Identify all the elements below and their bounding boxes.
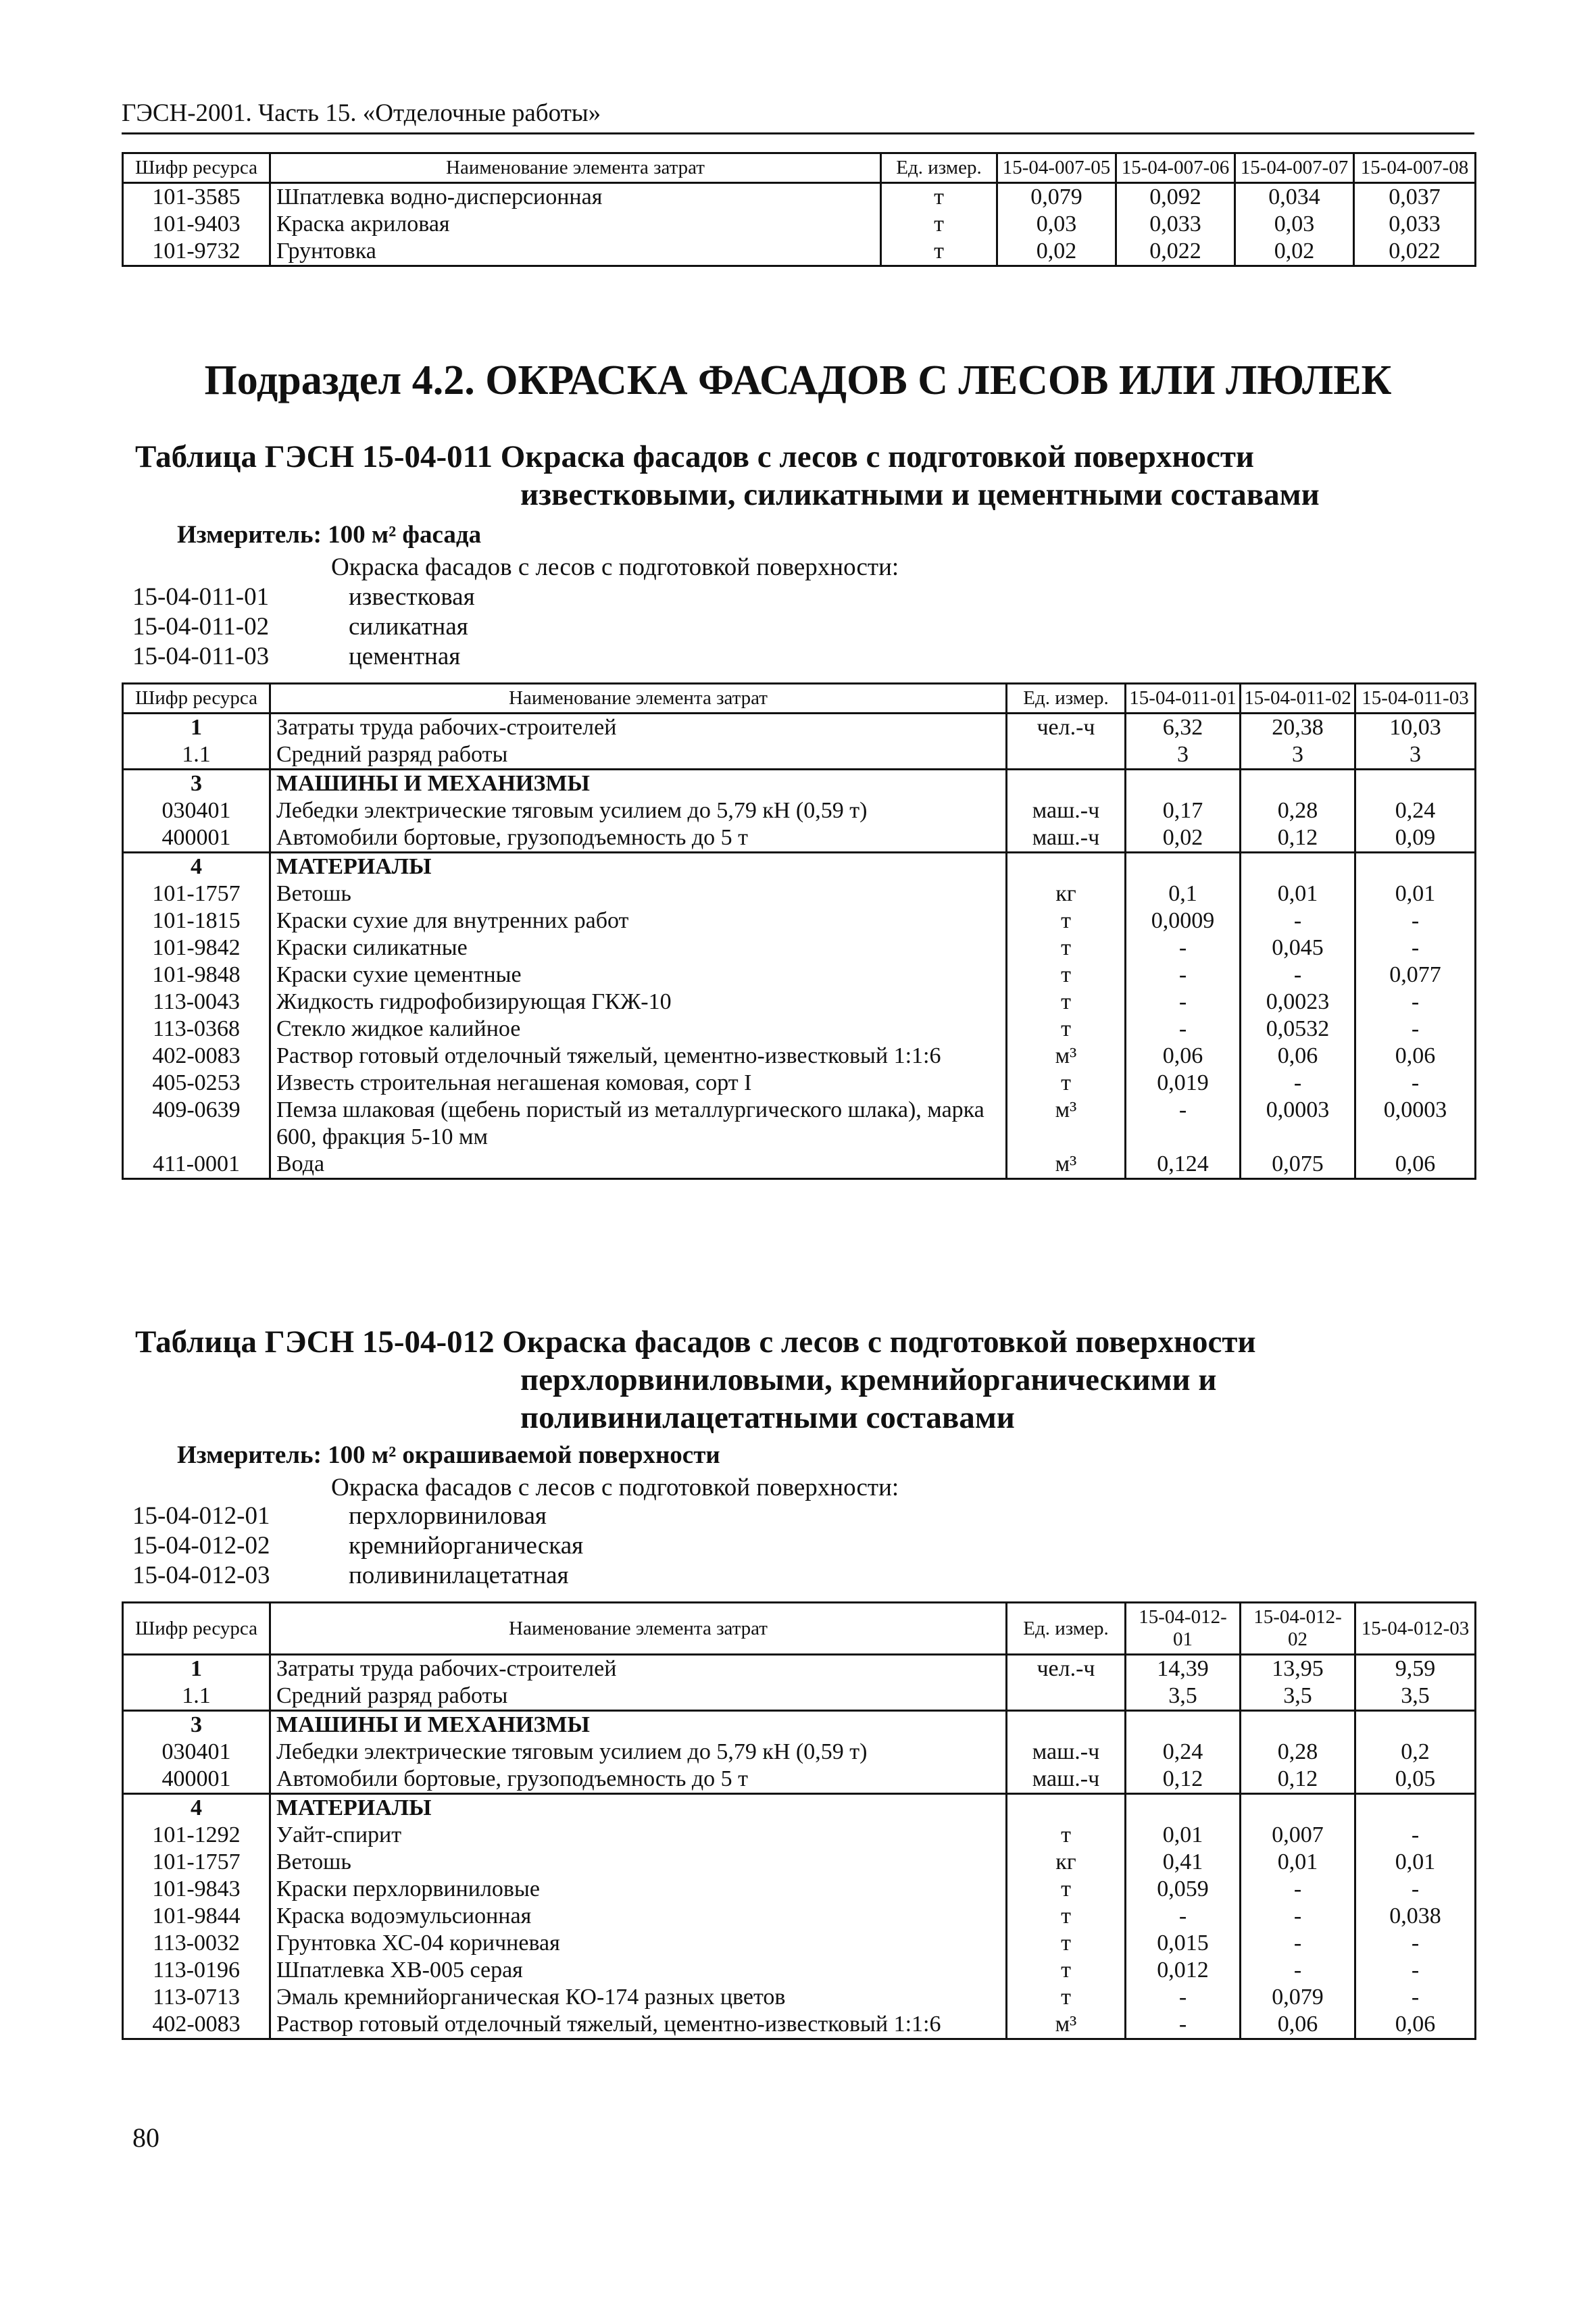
- unit-cell: т: [1007, 1930, 1126, 1957]
- value-cell: -: [1355, 1984, 1476, 2011]
- value-cell: 3,5: [1126, 1683, 1241, 1711]
- value-cell: 0,059: [1126, 1876, 1241, 1903]
- resource-name: Раствор готовый отделочный тяжелый, цементно-известковый 1:1:6: [270, 1043, 1007, 1070]
- value-cell: 0,28: [1241, 1739, 1355, 1766]
- value-cell: 0,03: [1235, 211, 1354, 238]
- value-cell: [1355, 770, 1476, 798]
- resource-name: Средний разряд работы: [270, 741, 1007, 770]
- resource-code: 101-1757: [123, 880, 270, 907]
- col-header-code: Шифр ресурса: [123, 1603, 270, 1655]
- table-header-row: [123, 153, 1476, 183]
- section-row: [123, 853, 1476, 881]
- table-title: [135, 1323, 1256, 1437]
- table-row: [123, 1070, 1476, 1097]
- value-cell: 0,012: [1126, 1957, 1241, 1984]
- value-cell: 10,03: [1355, 714, 1476, 742]
- table-15-04-012: [122, 1601, 1476, 2040]
- unit-cell: [1007, 1683, 1126, 1711]
- section-code: 3: [123, 770, 270, 798]
- unit-cell: т: [1007, 1957, 1126, 1984]
- section-row: [123, 1794, 1476, 1822]
- table-title-line: поливинилацетатными составами: [520, 1400, 1015, 1435]
- value-cell: [1126, 853, 1241, 881]
- value-cell: 20,38: [1241, 714, 1355, 742]
- resource-name: Грунтовка ХС-04 коричневая: [270, 1930, 1007, 1957]
- value-cell: 9,59: [1355, 1655, 1476, 1683]
- value-cell: 0,0003: [1355, 1097, 1476, 1151]
- value-cell: -: [1355, 1930, 1476, 1957]
- table-row: [123, 1097, 1476, 1151]
- unit-cell: м³: [1007, 1043, 1126, 1070]
- resource-name: Лебедки электрические тяговым усилием до 5,79 кН (0,59 т): [270, 1739, 1007, 1766]
- value-cell: 0,092: [1116, 183, 1235, 211]
- value-cell: 0,045: [1241, 935, 1355, 962]
- variant-name: кремнийорганическая: [349, 1532, 584, 1560]
- resource-code: 113-0713: [123, 1984, 270, 2011]
- resource-code: 101-9403: [123, 211, 270, 238]
- variant-code: 15-04-011-03: [132, 643, 270, 670]
- resource-name: Шпатлевка ХВ-005 серая: [270, 1957, 1007, 1984]
- resource-code: 113-0368: [123, 1016, 270, 1043]
- value-cell: -: [1241, 1930, 1355, 1957]
- resource-code: 101-9848: [123, 962, 270, 989]
- value-cell: [1126, 1794, 1241, 1822]
- variant-code: 15-04-012-02: [132, 1532, 270, 1560]
- value-cell: 0,41: [1126, 1849, 1241, 1876]
- resource-name: Пемза шлаковая (щебень пористый из металлургического шлака), марка 600, фракция 5-10 мм: [270, 1097, 1007, 1151]
- table-header-row: [123, 1603, 1476, 1655]
- value-cell: 0,038: [1355, 1903, 1476, 1930]
- table-continuation: [122, 152, 1476, 267]
- variant-line: [132, 582, 475, 612]
- resource-name: Ветошь: [270, 1849, 1007, 1876]
- value-cell: 0,12: [1241, 824, 1355, 853]
- table-row: [123, 183, 1476, 211]
- unit-cell: т: [881, 238, 997, 266]
- variants-intro: Окраска фасадов с лесов с подготовкой поверхности:: [331, 553, 899, 581]
- value-cell: 0,02: [997, 238, 1116, 266]
- value-cell: 0,01: [1355, 880, 1476, 907]
- table-title-line: Таблица ГЭСН 15-04-011 Окраска фасадов с лесов с подготовкой поверхности: [135, 439, 1254, 474]
- unit-cell: маш.-ч: [1007, 1739, 1126, 1766]
- unit-cell: маш.-ч: [1007, 797, 1126, 824]
- resource-name: Краски перхлорвиниловые: [270, 1876, 1007, 1903]
- value-cell: -: [1241, 907, 1355, 935]
- table-row: [123, 1930, 1476, 1957]
- value-cell: 3,5: [1241, 1683, 1355, 1711]
- value-cell: 0,17: [1126, 797, 1241, 824]
- variant-line: [132, 1501, 547, 1530]
- table-row: [123, 1683, 1476, 1711]
- variant-line: [132, 642, 460, 671]
- value-cell: -: [1355, 935, 1476, 962]
- table-row: [123, 962, 1476, 989]
- value-cell: -: [1355, 907, 1476, 935]
- col-header-variant: 15-04-007-07: [1235, 153, 1354, 183]
- resource-name: Краски сухие цементные: [270, 962, 1007, 989]
- unit-cell: [1007, 853, 1126, 881]
- value-cell: 14,39: [1126, 1655, 1241, 1683]
- row-group: [123, 1655, 1476, 1711]
- resource-code: 030401: [123, 797, 270, 824]
- value-cell: 0,022: [1354, 238, 1476, 266]
- unit-cell: м³: [1007, 2011, 1126, 2039]
- table-row: [123, 714, 1476, 742]
- unit-cell: чел.-ч: [1007, 1655, 1126, 1683]
- unit-cell: т: [1007, 1984, 1126, 2011]
- resource-code: 1.1: [123, 1683, 270, 1711]
- value-cell: -: [1241, 962, 1355, 989]
- value-cell: [1241, 1794, 1355, 1822]
- table-row: [123, 1739, 1476, 1766]
- value-cell: 6,32: [1126, 714, 1241, 742]
- table-row: [123, 880, 1476, 907]
- value-cell: 0,079: [997, 183, 1116, 211]
- value-cell: 3: [1126, 741, 1241, 770]
- unit-cell: [1007, 770, 1126, 798]
- table-row: [123, 1766, 1476, 1794]
- resource-code: 101-9843: [123, 1876, 270, 1903]
- unit-cell: кг: [1007, 880, 1126, 907]
- value-cell: 0,06: [1241, 1043, 1355, 1070]
- table-row: [123, 1957, 1476, 1984]
- table-row: [123, 935, 1476, 962]
- col-header-variant: 15-04-007-05: [997, 153, 1116, 183]
- resource-code: 101-1815: [123, 907, 270, 935]
- table-title-line: известковыми, силикатными и цементными составами: [520, 477, 1320, 512]
- value-cell: [1355, 1711, 1476, 1739]
- value-cell: 0,01: [1241, 880, 1355, 907]
- row-group: [123, 770, 1476, 853]
- value-cell: 0,079: [1241, 1984, 1355, 2011]
- unit-cell: т: [1007, 989, 1126, 1016]
- value-cell: -: [1126, 2011, 1241, 2039]
- value-cell: 0,01: [1241, 1849, 1355, 1876]
- section-title: МАТЕРИАЛЫ: [270, 853, 1007, 881]
- header-rule: [122, 132, 1474, 134]
- value-cell: 3,5: [1355, 1683, 1476, 1711]
- running-header: ГЭСН-2001. Часть 15. «Отделочные работы»: [122, 99, 601, 127]
- variant-code: 15-04-011-02: [132, 613, 270, 641]
- table-row: [123, 1903, 1476, 1930]
- value-cell: [1355, 853, 1476, 881]
- value-cell: 0,077: [1355, 962, 1476, 989]
- resource-name: Шпатлевка водно-дисперсионная: [270, 183, 881, 211]
- value-cell: [1355, 1794, 1476, 1822]
- table-row: [123, 907, 1476, 935]
- resource-code: 101-1757: [123, 1849, 270, 1876]
- resource-code: 402-0083: [123, 2011, 270, 2039]
- variant-name: силикатная: [349, 613, 468, 641]
- value-cell: 0,019: [1126, 1070, 1241, 1097]
- value-cell: 0,06: [1355, 1151, 1476, 1179]
- resource-name: Лебедки электрические тяговым усилием до 5,79 кН (0,59 т): [270, 797, 1007, 824]
- unit-cell: [1007, 1711, 1126, 1739]
- measure-unit: Измеритель: 100 м² фасада: [177, 521, 482, 549]
- resource-name: Вода: [270, 1151, 1007, 1179]
- col-header-code: Шифр ресурса: [123, 153, 270, 183]
- value-cell: 0,022: [1116, 238, 1235, 266]
- resource-code: 1: [123, 714, 270, 742]
- value-cell: -: [1355, 989, 1476, 1016]
- resource-name: Средний разряд работы: [270, 1683, 1007, 1711]
- table-row: [123, 1151, 1476, 1179]
- value-cell: 0,12: [1126, 1766, 1241, 1794]
- page-number: 80: [132, 2122, 159, 2153]
- value-cell: 0,09: [1355, 824, 1476, 853]
- table-title-line: перхлорвиниловыми, кремнийорганическими и: [520, 1362, 1217, 1397]
- value-cell: 0,0009: [1126, 907, 1241, 935]
- table-row: [123, 741, 1476, 770]
- value-cell: -: [1126, 1016, 1241, 1043]
- variant-line: [132, 1561, 569, 1590]
- unit-cell: маш.-ч: [1007, 824, 1126, 853]
- section-row: [123, 770, 1476, 798]
- col-header-variant: 15-04-011-02: [1241, 684, 1355, 714]
- unit-cell: т: [1007, 1016, 1126, 1043]
- value-cell: 3: [1355, 741, 1476, 770]
- table-row: [123, 211, 1476, 238]
- resource-name: Известь строительная негашеная комовая, сорт I: [270, 1070, 1007, 1097]
- resource-name: Грунтовка: [270, 238, 881, 266]
- row-group: [123, 1794, 1476, 2039]
- value-cell: 0,015: [1126, 1930, 1241, 1957]
- resource-name: Эмаль кремнийорганическая КО-174 разных цветов: [270, 1984, 1007, 2011]
- value-cell: -: [1355, 1822, 1476, 1849]
- col-header-variant: 15-04-011-01: [1126, 684, 1241, 714]
- variant-line: [132, 612, 468, 641]
- value-cell: 0,06: [1126, 1043, 1241, 1070]
- resource-name: Уайт-спирит: [270, 1822, 1007, 1849]
- variant-code: 15-04-012-01: [132, 1502, 270, 1530]
- unit-cell: [1007, 1794, 1126, 1822]
- table-title-line: Таблица ГЭСН 15-04-012 Окраска фасадов с лесов с подготовкой поверхности: [135, 1324, 1256, 1360]
- unit-cell: т: [1007, 1903, 1126, 1930]
- value-cell: 3: [1241, 741, 1355, 770]
- resource-name: Автомобили бортовые, грузоподъемность до 5 т: [270, 824, 1007, 853]
- value-cell: 0,075: [1241, 1151, 1355, 1179]
- value-cell: -: [1126, 1097, 1241, 1151]
- value-cell: [1241, 770, 1355, 798]
- value-cell: -: [1241, 1957, 1355, 1984]
- value-cell: 0,033: [1116, 211, 1235, 238]
- table-row: [123, 989, 1476, 1016]
- table-title: [135, 438, 1320, 514]
- resource-code: 101-1292: [123, 1822, 270, 1849]
- value-cell: 0,28: [1241, 797, 1355, 824]
- unit-cell: кг: [1007, 1849, 1126, 1876]
- section-title: МАТЕРИАЛЫ: [270, 1794, 1007, 1822]
- variant-line: [132, 1531, 583, 1560]
- unit-cell: т: [1007, 1876, 1126, 1903]
- section-row: [123, 1711, 1476, 1739]
- table-row: [123, 1849, 1476, 1876]
- value-cell: -: [1126, 989, 1241, 1016]
- col-header-unit: Ед. измер.: [881, 153, 997, 183]
- table-row: [123, 238, 1476, 266]
- unit-cell: чел.-ч: [1007, 714, 1126, 742]
- resource-code: 405-0253: [123, 1070, 270, 1097]
- value-cell: -: [1355, 1016, 1476, 1043]
- unit-cell: т: [881, 183, 997, 211]
- value-cell: 0,03: [997, 211, 1116, 238]
- value-cell: 0,0023: [1241, 989, 1355, 1016]
- resource-code: 1: [123, 1655, 270, 1683]
- col-header-variant: 15-04-012-03: [1355, 1603, 1476, 1655]
- col-header-variant: 15-04-012-02: [1241, 1603, 1355, 1655]
- value-cell: 0,034: [1235, 183, 1354, 211]
- resource-name: Автомобили бортовые, грузоподъемность до 5 т: [270, 1766, 1007, 1794]
- value-cell: 0,05: [1355, 1766, 1476, 1794]
- value-cell: 0,037: [1354, 183, 1476, 211]
- value-cell: 0,1: [1126, 880, 1241, 907]
- resource-code: 101-9732: [123, 238, 270, 266]
- value-cell: -: [1126, 962, 1241, 989]
- table-row: [123, 1655, 1476, 1683]
- value-cell: 0,2: [1355, 1739, 1476, 1766]
- row-group: [123, 853, 1476, 1179]
- variant-name: цементная: [349, 643, 461, 670]
- unit-cell: маш.-ч: [1007, 1766, 1126, 1794]
- resource-name: Краска водоэмульсионная: [270, 1903, 1007, 1930]
- table-row: [123, 797, 1476, 824]
- section-title: МАШИНЫ И МЕХАНИЗМЫ: [270, 770, 1007, 798]
- table-row: [123, 1043, 1476, 1070]
- resource-code: 1.1: [123, 741, 270, 770]
- table-row: [123, 1016, 1476, 1043]
- value-cell: -: [1241, 1070, 1355, 1097]
- unit-cell: т: [1007, 1070, 1126, 1097]
- unit-cell: т: [1007, 935, 1126, 962]
- resource-code: 101-3585: [123, 183, 270, 211]
- value-cell: -: [1126, 1903, 1241, 1930]
- resource-code: 113-0032: [123, 1930, 270, 1957]
- resource-name: Краски силикатные: [270, 935, 1007, 962]
- section-code: 4: [123, 1794, 270, 1822]
- variant-name: известковая: [349, 583, 475, 611]
- resource-code: 411-0001: [123, 1151, 270, 1179]
- table-15-04-011: [122, 682, 1476, 1180]
- section-code: 4: [123, 853, 270, 881]
- unit-cell: т: [881, 211, 997, 238]
- value-cell: [1241, 853, 1355, 881]
- resource-code: 101-9842: [123, 935, 270, 962]
- value-cell: -: [1355, 1957, 1476, 1984]
- unit-cell: м³: [1007, 1097, 1126, 1151]
- col-header-name: Наименование элемента затрат: [270, 1603, 1007, 1655]
- col-header-unit: Ед. измер.: [1007, 684, 1126, 714]
- resource-code: 113-0043: [123, 989, 270, 1016]
- table-row: [123, 824, 1476, 853]
- resource-code: 402-0083: [123, 1043, 270, 1070]
- resource-name: Жидкость гидрофобизирующая ГКЖ-10: [270, 989, 1007, 1016]
- resource-code: 400001: [123, 1766, 270, 1794]
- resource-name: Затраты труда рабочих-строителей: [270, 1655, 1007, 1683]
- value-cell: -: [1241, 1903, 1355, 1930]
- col-header-name: Наименование элемента затрат: [270, 684, 1007, 714]
- value-cell: 13,95: [1241, 1655, 1355, 1683]
- subsection-title: Подраздел 4.2. ОКРАСКА ФАСАДОВ С ЛЕСОВ ИЛИ ЛЮЛЕК: [204, 357, 1392, 403]
- value-cell: 0,01: [1126, 1822, 1241, 1849]
- value-cell: [1126, 1711, 1241, 1739]
- col-header-variant: 15-04-007-08: [1354, 153, 1476, 183]
- resource-code: 113-0196: [123, 1957, 270, 1984]
- resource-name: Краски сухие для внутренних работ: [270, 907, 1007, 935]
- table-row: [123, 1984, 1476, 2011]
- resource-name: Ветошь: [270, 880, 1007, 907]
- value-cell: -: [1355, 1876, 1476, 1903]
- col-header-code: Шифр ресурса: [123, 684, 270, 714]
- value-cell: 0,124: [1126, 1151, 1241, 1179]
- unit-cell: т: [1007, 962, 1126, 989]
- resource-code: 101-9844: [123, 1903, 270, 1930]
- value-cell: [1126, 770, 1241, 798]
- col-header-variant: 15-04-011-03: [1355, 684, 1476, 714]
- resource-name: Краска акриловая: [270, 211, 881, 238]
- variant-code: 15-04-011-01: [132, 583, 270, 611]
- value-cell: 0,02: [1126, 824, 1241, 853]
- value-cell: 0,01: [1355, 1849, 1476, 1876]
- table-row: [123, 2011, 1476, 2039]
- value-cell: 0,06: [1241, 2011, 1355, 2039]
- table-header-row: [123, 684, 1476, 714]
- variant-name: поливинилацетатная: [349, 1562, 569, 1589]
- section-code: 3: [123, 1711, 270, 1739]
- row-group: [123, 714, 1476, 770]
- value-cell: 0,24: [1126, 1739, 1241, 1766]
- value-cell: 0,02: [1235, 238, 1354, 266]
- table-row: [123, 1876, 1476, 1903]
- value-cell: 0,033: [1354, 211, 1476, 238]
- resource-name: Затраты труда рабочих-строителей: [270, 714, 1007, 742]
- value-cell: 0,0532: [1241, 1016, 1355, 1043]
- resource-code: 030401: [123, 1739, 270, 1766]
- col-header-unit: Ед. измер.: [1007, 1603, 1126, 1655]
- resource-code: 400001: [123, 824, 270, 853]
- value-cell: -: [1241, 1876, 1355, 1903]
- col-header-variant: 15-04-012-01: [1126, 1603, 1241, 1655]
- unit-cell: м³: [1007, 1151, 1126, 1179]
- row-group: [123, 1711, 1476, 1794]
- unit-cell: [1007, 741, 1126, 770]
- variants-intro: Окраска фасадов с лесов с подготовкой поверхности:: [331, 1474, 899, 1501]
- table-row: [123, 1822, 1476, 1849]
- resource-name: Раствор готовый отделочный тяжелый, цементно-известковый 1:1:6: [270, 2011, 1007, 2039]
- resource-code: 409-0639: [123, 1097, 270, 1151]
- col-header-variant: 15-04-007-06: [1116, 153, 1235, 183]
- value-cell: 0,06: [1355, 2011, 1476, 2039]
- value-cell: -: [1355, 1070, 1476, 1097]
- measure-unit: Измеритель: 100 м² окрашиваемой поверхности: [177, 1441, 720, 1469]
- row-group: [123, 183, 1476, 266]
- unit-cell: т: [1007, 907, 1126, 935]
- value-cell: 0,12: [1241, 1766, 1355, 1794]
- value-cell: [1241, 1711, 1355, 1739]
- variant-code: 15-04-012-03: [132, 1562, 270, 1589]
- value-cell: 0,0003: [1241, 1097, 1355, 1151]
- value-cell: -: [1126, 935, 1241, 962]
- variant-name: перхлорвиниловая: [349, 1502, 547, 1530]
- section-title: МАШИНЫ И МЕХАНИЗМЫ: [270, 1711, 1007, 1739]
- unit-cell: т: [1007, 1822, 1126, 1849]
- value-cell: 0,06: [1355, 1043, 1476, 1070]
- resource-name: Стекло жидкое калийное: [270, 1016, 1007, 1043]
- value-cell: 0,007: [1241, 1822, 1355, 1849]
- value-cell: -: [1126, 1984, 1241, 2011]
- col-header-name: Наименование элемента затрат: [270, 153, 881, 183]
- value-cell: 0,24: [1355, 797, 1476, 824]
